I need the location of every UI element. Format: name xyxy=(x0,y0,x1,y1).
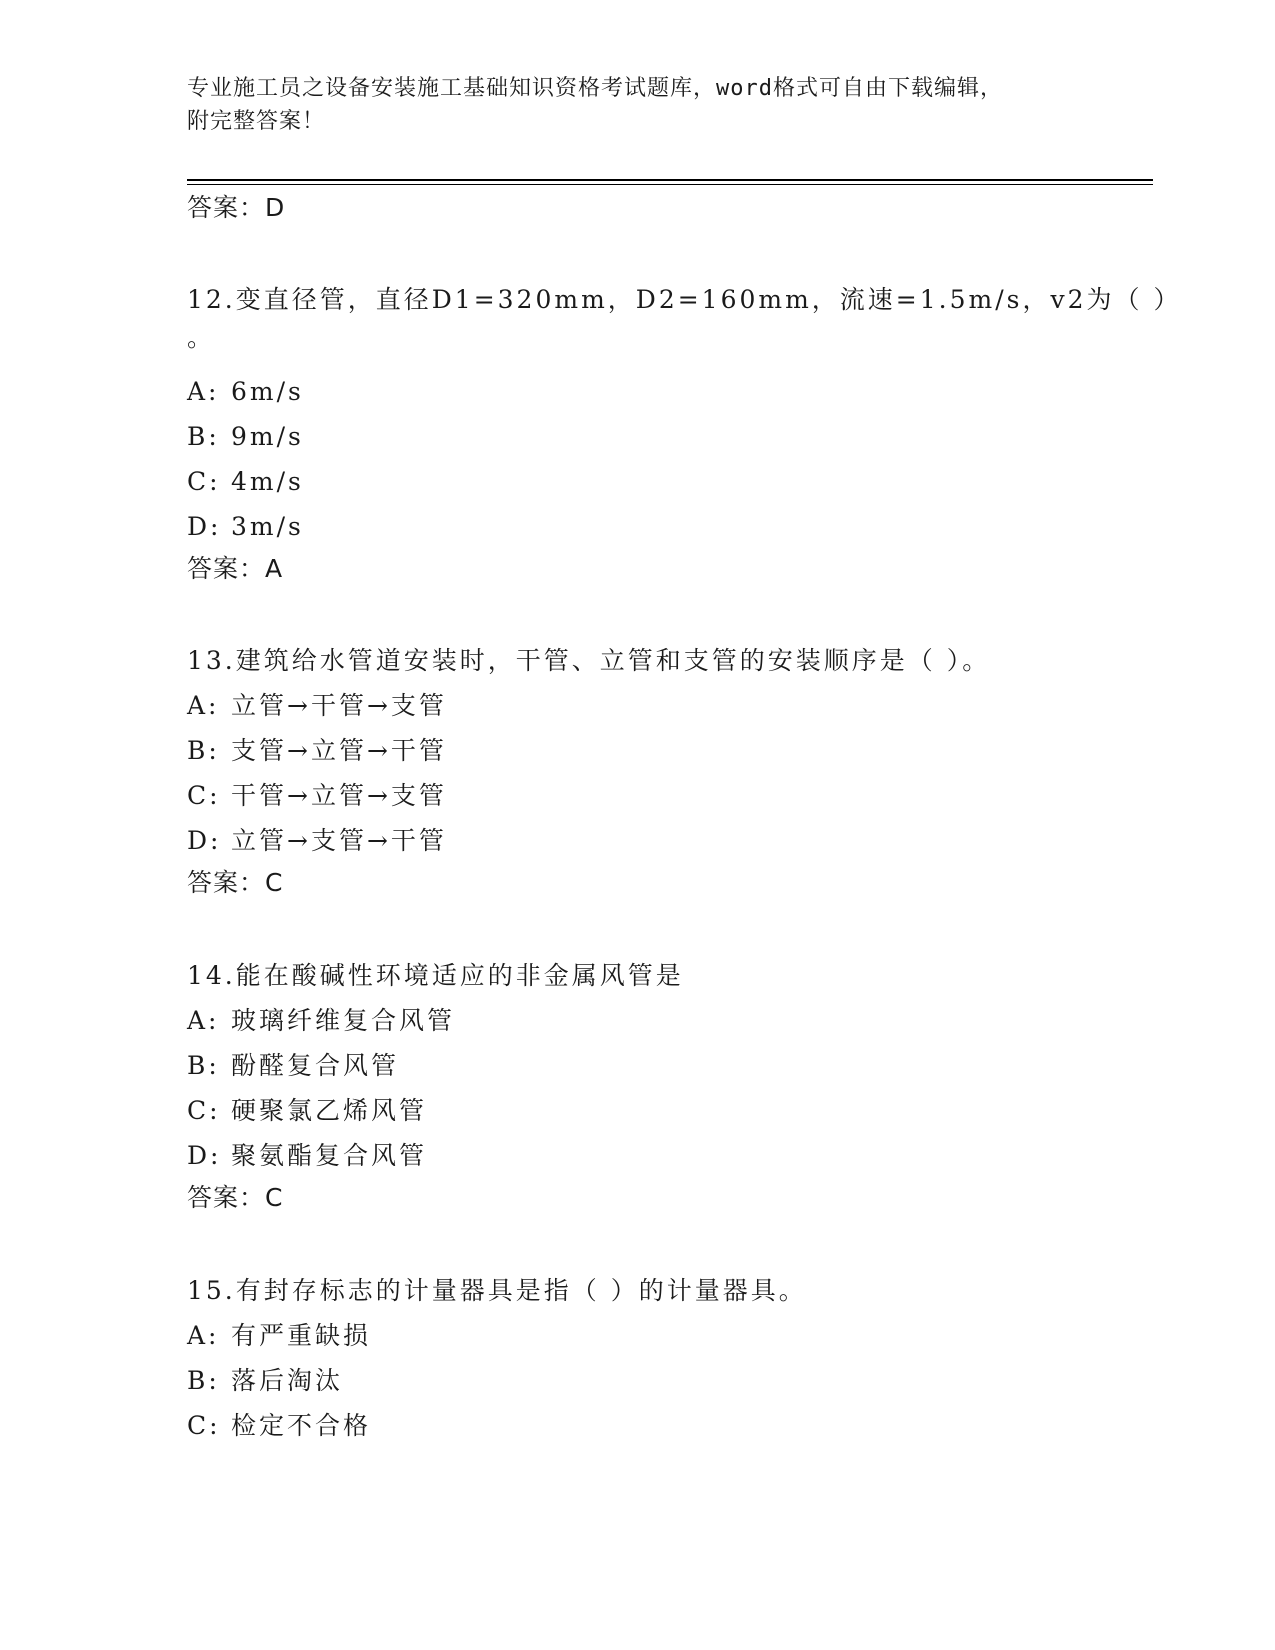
question-13-option-b xyxy=(187,735,447,767)
question-14-option-c xyxy=(187,1095,427,1127)
header-line-1: 专业施工员之设备安装施工基础知识资格考试题库，word格式可自由下载编辑， xyxy=(187,76,1003,101)
question-13-stem: 13.建筑给水管道安装时，干管、立管和支管的安装顺序是（ ）。 xyxy=(187,646,991,675)
question-14-answer: 答案：C xyxy=(187,1183,284,1212)
question-14-stem: 14.能在酸碱性环境适应的非金属风管是 xyxy=(187,961,684,990)
option-letter: C: xyxy=(187,781,221,810)
question-15-stem: 15.有封存标志的计量器具是指（ ）的计量器具。 xyxy=(187,1276,807,1305)
question-15-option-a xyxy=(187,1320,371,1352)
question-13-option-a xyxy=(187,690,447,722)
option-text: 6m/s xyxy=(231,377,304,406)
option-letter: C: xyxy=(187,467,221,496)
prev-answer: 答案：D xyxy=(187,193,286,222)
header-divider-thin xyxy=(187,184,1153,185)
question-14-option-b xyxy=(187,1050,399,1082)
option-letter: B: xyxy=(187,1366,220,1395)
option-letter: D: xyxy=(187,826,222,855)
option-text: 支管→立管→干管 xyxy=(231,736,447,765)
header-divider-thick xyxy=(187,179,1153,181)
option-letter: A: xyxy=(187,691,220,720)
document-header xyxy=(187,72,1087,138)
option-letter: B: xyxy=(187,736,220,765)
option-text: 检定不合格 xyxy=(231,1411,372,1440)
question-12-option-d xyxy=(187,511,304,543)
option-text: 9m/s xyxy=(231,422,304,451)
option-letter: D: xyxy=(187,512,222,541)
question-12-option-c xyxy=(187,466,304,498)
option-letter: C: xyxy=(187,1411,221,1440)
option-text: 立管→支管→干管 xyxy=(231,826,447,855)
option-letter: B: xyxy=(187,422,220,451)
option-text: 玻璃纤维复合风管 xyxy=(231,1006,456,1035)
question-13-option-d xyxy=(187,825,447,857)
option-letter: D: xyxy=(187,1141,222,1170)
option-text: 聚氨酯复合风管 xyxy=(231,1141,428,1170)
question-15-option-c xyxy=(187,1410,371,1442)
question-12-answer: 答案：A xyxy=(187,554,284,583)
question-14-option-d xyxy=(187,1140,427,1172)
question-12-stem: 12.变直径管，直径D1=320mm，D2=160mm，流速=1.5m/s，v2为（ ） xyxy=(187,285,1182,314)
option-letter: A: xyxy=(187,1321,220,1350)
header-line-2: 附完整答案！ xyxy=(187,109,326,134)
question-12-option-b xyxy=(187,421,304,453)
option-text: 干管→立管→支管 xyxy=(231,781,447,810)
option-text: 硬聚氯乙烯风管 xyxy=(231,1096,428,1125)
option-text: 立管→干管→支管 xyxy=(231,691,447,720)
option-letter: A: xyxy=(187,377,220,406)
option-text: 酚醛复合风管 xyxy=(231,1051,400,1080)
question-13-option-c xyxy=(187,780,447,812)
option-text: 3m/s xyxy=(231,512,304,541)
question-15-option-b xyxy=(187,1365,343,1397)
option-text: 落后淘汰 xyxy=(231,1366,344,1395)
option-letter: B: xyxy=(187,1051,220,1080)
question-12-stem-cont: 。 xyxy=(187,323,216,352)
option-letter: A: xyxy=(187,1006,220,1035)
option-letter: C: xyxy=(187,1096,221,1125)
question-12-option-a xyxy=(187,376,304,408)
question-14-option-a xyxy=(187,1005,455,1037)
question-13-answer: 答案：C xyxy=(187,868,284,897)
option-text: 有严重缺损 xyxy=(231,1321,372,1350)
option-text: 4m/s xyxy=(231,467,304,496)
